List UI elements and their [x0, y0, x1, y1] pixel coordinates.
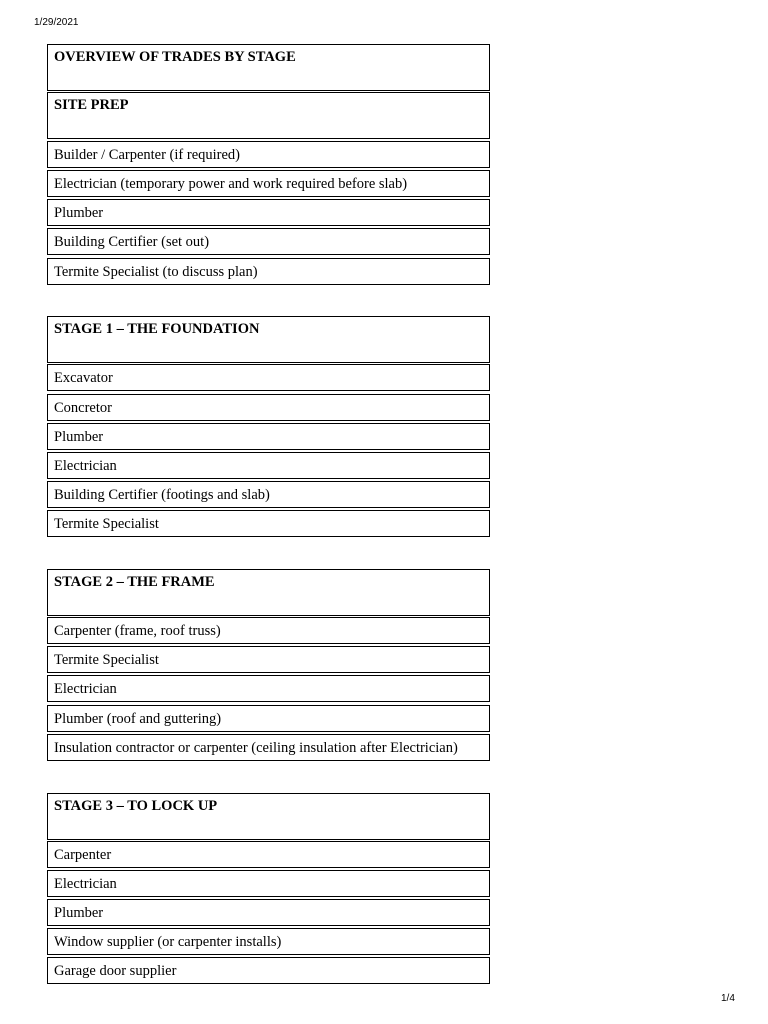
page-number: 1/4 — [721, 993, 735, 1004]
trade-row: Electrician — [47, 675, 490, 702]
trade-row: Window supplier (or carpenter installs) — [47, 928, 490, 955]
trade-row: Concretor — [47, 394, 490, 421]
trade-row: Garage door supplier — [47, 957, 490, 984]
trade-row: Plumber — [47, 423, 490, 450]
trade-row: Termite Specialist (to discuss plan) — [47, 258, 490, 285]
trade-row: Plumber (roof and guttering) — [47, 705, 490, 732]
print-date: 1/29/2021 — [34, 17, 79, 28]
section-header-stage-3: STAGE 3 – TO LOCK UP — [47, 793, 490, 840]
trade-row: Plumber — [47, 199, 490, 226]
trade-row: Electrician — [47, 870, 490, 897]
trade-row: Insulation contractor or carpenter (ceiling insulation after Electrician) — [47, 734, 490, 761]
trade-row: Electrician (temporary power and work required before slab) — [47, 170, 490, 197]
section-header-stage-2: STAGE 2 – THE FRAME — [47, 569, 490, 616]
trade-row: Building Certifier (footings and slab) — [47, 481, 490, 508]
trade-row: Builder / Carpenter (if required) — [47, 141, 490, 168]
document-title: OVERVIEW OF TRADES BY STAGE — [47, 44, 490, 91]
section-header-stage-1: STAGE 1 – THE FOUNDATION — [47, 316, 490, 363]
trade-row: Termite Specialist — [47, 510, 490, 537]
trade-row: Termite Specialist — [47, 646, 490, 673]
trade-row: Excavator — [47, 364, 490, 391]
trade-row: Building Certifier (set out) — [47, 228, 490, 255]
section-header-site-prep: SITE PREP — [47, 92, 490, 139]
trade-row: Carpenter — [47, 841, 490, 868]
trade-row: Plumber — [47, 899, 490, 926]
trade-row: Electrician — [47, 452, 490, 479]
trade-row: Carpenter (frame, roof truss) — [47, 617, 490, 644]
